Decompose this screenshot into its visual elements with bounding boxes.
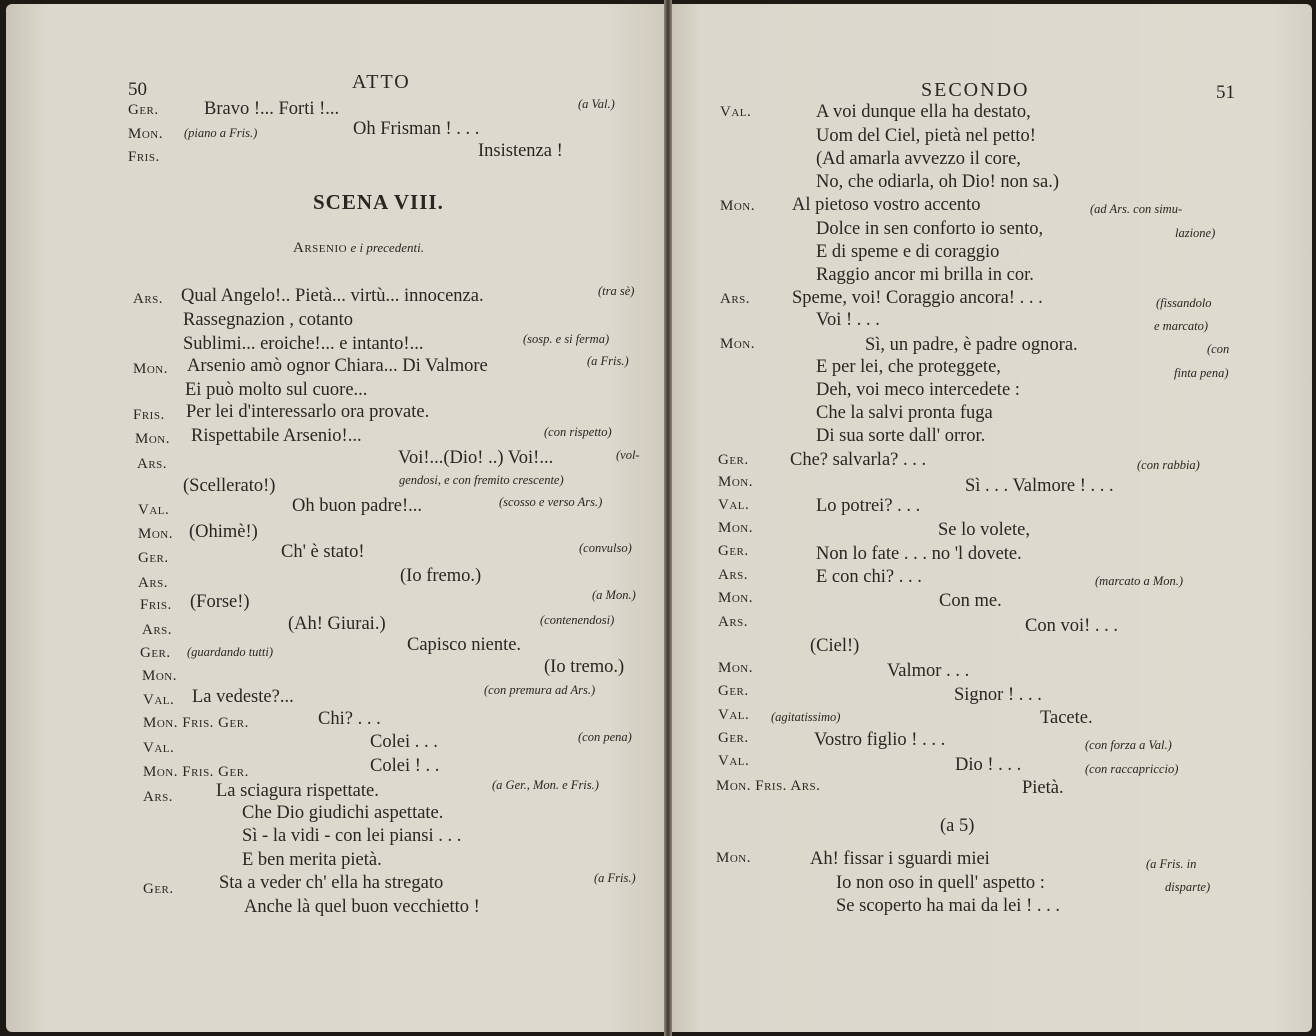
stage-direction: (guardando tutti)	[187, 645, 273, 659]
verse-line: Raggio ancor mi brilla in cor.	[816, 265, 1034, 285]
speaker: Mon.	[718, 474, 753, 490]
verse-line: Che la salvi pronta fuga	[816, 403, 993, 423]
stage-direction: (sosp. e si ferma)	[523, 332, 610, 346]
scene-title: SCENA VIII.	[313, 190, 444, 214]
verse-line: Anche là quel buon vecchietto !	[244, 897, 480, 917]
speaker: Mon.	[720, 336, 755, 352]
speaker: Ars.	[142, 622, 173, 638]
speaker: Mon.	[133, 361, 168, 377]
verse-line: Con voi! . . .	[1025, 616, 1119, 636]
verse-line: Signor ! . . .	[954, 685, 1042, 705]
speaker: Ger.	[718, 730, 749, 746]
stage-direction: (scosso e verso Ars.)	[499, 495, 603, 509]
verse-line: Sì . . . Valmore ! . . .	[965, 476, 1114, 496]
verse-line: E con chi? . . .	[816, 567, 922, 587]
stage-direction: (con raccapriccio)	[1085, 762, 1179, 776]
verse-line: Voi!...(Dio! ..) Voi!...	[398, 448, 554, 468]
verse-line: Sì, un padre, è padre ognora.	[865, 335, 1078, 355]
verse-line: Sì - la vidi - con lei piansi . . .	[242, 826, 462, 846]
speaker: Mon.	[142, 668, 177, 684]
speaker: Mon.	[718, 520, 753, 536]
stage-direction: (a Ger., Mon. e Fris.)	[492, 778, 599, 792]
speaker: Ger.	[138, 550, 169, 566]
speaker: Ars.	[133, 291, 164, 307]
verse-line: Uom del Ciel, pietà nel petto!	[816, 126, 1036, 146]
stage-direction: (con	[1207, 342, 1230, 356]
left-running-head: ATTO	[352, 71, 411, 93]
speaker: Ars.	[718, 567, 749, 583]
speaker: Val.	[718, 707, 750, 723]
verse-line: Di sua sorte dall' orror.	[816, 426, 986, 446]
verse-line: Dolce in sen conforto io sento,	[816, 219, 1044, 239]
stage-direction: (tra sè)	[598, 284, 635, 298]
speaker: Mon.	[718, 660, 753, 676]
stage-direction: e marcato)	[1154, 319, 1209, 333]
stage-direction: (a Fris.)	[587, 354, 629, 368]
verse-line: (Ohimè!)	[189, 522, 258, 542]
verse-line: Pietà.	[1022, 778, 1064, 798]
verse-line: Dio ! . . .	[955, 755, 1022, 775]
stage-direction: (a Mon.)	[592, 588, 636, 602]
speaker: Ger.	[718, 543, 749, 559]
verse-line: Deh, voi meco intercedete :	[816, 380, 1020, 400]
speaker: Ars.	[718, 614, 749, 630]
stage-direction: (contenendosi)	[540, 613, 615, 627]
stage-direction: (con rispetto)	[544, 425, 612, 439]
verse-line: Io non oso in quell' aspetto :	[836, 873, 1045, 893]
verse-line: Voi ! . . .	[816, 310, 880, 330]
verse-line: (Scellerato!)	[183, 476, 276, 496]
verse-line: (Ah! Giurai.)	[288, 614, 386, 634]
left-page-number: 50	[128, 79, 147, 100]
stage-direction: (marcato a Mon.)	[1095, 574, 1184, 588]
verse-line: Ch' è stato!	[281, 542, 365, 562]
speaker: Fris.	[128, 149, 160, 165]
verse-line: E per lei, che proteggete,	[816, 357, 1001, 377]
verse-line: Che? salvarla? . . .	[790, 450, 927, 470]
stage-direction: (a Fris.)	[594, 871, 636, 885]
book-gutter	[664, 0, 672, 1036]
verse-line: (Ciel!)	[810, 636, 860, 656]
stage-direction: (ad Ars. con simu-	[1090, 202, 1183, 216]
stage-direction: (agitatissimo)	[771, 710, 841, 724]
verse-line: Qual Angelo!.. Pietà... virtù... innocenza.	[181, 286, 484, 306]
scene-character: Arsenio	[293, 240, 348, 256]
stage-direction: (con rabbia)	[1137, 458, 1200, 472]
stage-direction: (piano a Fris.)	[184, 126, 258, 140]
verse-line: (Io fremo.)	[400, 566, 482, 586]
stage-direction: (vol-	[616, 448, 640, 462]
verse-line: Che Dio giudichi aspettate.	[242, 803, 444, 823]
speaker: Val.	[143, 692, 175, 708]
verse-line: Capisco niente.	[407, 635, 522, 655]
speaker: Mon.	[128, 126, 163, 142]
stage-direction: (fissandolo	[1156, 296, 1212, 310]
verse-line: E di speme e di coraggio	[816, 242, 1000, 262]
speaker: Mon. Fris. Ars.	[716, 778, 821, 794]
speaker: Val.	[143, 740, 175, 756]
verse-line: Rassegnazion , cotanto	[183, 310, 354, 330]
speaker: Ars.	[720, 291, 751, 307]
verse-line: (Forse!)	[190, 592, 250, 612]
speaker: Val.	[718, 497, 750, 513]
stage-direction: gendosi, e con fremito crescente)	[399, 473, 564, 487]
speaker: Mon. Fris. Ger.	[143, 715, 249, 731]
verse-line: Tacete.	[1040, 708, 1093, 728]
speaker: Mon.	[138, 526, 173, 542]
verse-line: Chi? . . .	[318, 709, 381, 729]
right-page-number: 51	[1216, 82, 1235, 103]
speaker: Fris.	[133, 407, 165, 423]
verse-line: Bravo !... Forti !...	[204, 99, 340, 119]
verse-line: Per lei d'interessarlo ora provate.	[186, 402, 430, 422]
speaker: Ger.	[143, 881, 174, 897]
stage-direction: disparte)	[1165, 880, 1211, 894]
stage-direction: (a Fris. in	[1146, 857, 1197, 871]
verse-line: Non lo fate . . . no 'l dovete.	[816, 544, 1022, 564]
verse-line: La vedeste?...	[192, 687, 294, 707]
stage-direction: finta pena)	[1174, 366, 1229, 380]
verse-line: Valmor . . .	[887, 661, 970, 681]
verse-line: La sciagura rispettate.	[216, 781, 379, 801]
stage-direction: (con premura ad Ars.)	[484, 683, 596, 697]
speaker: Ger.	[718, 452, 749, 468]
verse-line: Con me.	[939, 591, 1002, 611]
verse-line: Colei ! . .	[370, 756, 440, 776]
stage-direction: (con forza a Val.)	[1085, 738, 1172, 752]
ensemble-marker: (a 5)	[940, 816, 975, 836]
speaker: Mon.	[718, 590, 753, 606]
scene-subtitle	[293, 241, 424, 256]
speaker: Ger.	[140, 645, 171, 661]
speaker: Ger.	[718, 683, 749, 699]
verse-line: Insistenza !	[478, 141, 563, 161]
speaker: Ars.	[138, 575, 169, 591]
verse-line: Oh buon padre!...	[292, 496, 422, 516]
verse-line: Vostro figlio ! . . .	[814, 730, 946, 750]
speaker: Ars.	[143, 789, 174, 805]
verse-line: Oh Frisman ! . . .	[353, 119, 480, 139]
verse-line: Se lo volete,	[938, 520, 1030, 540]
speaker: Val.	[718, 753, 750, 769]
verse-line: (Ad amarla avvezzo il core,	[816, 149, 1021, 169]
verse-line: Al pietoso vostro accento	[792, 195, 981, 215]
speaker: Ars.	[137, 456, 168, 472]
stage-direction: (convulso)	[579, 541, 632, 555]
speaker: Val.	[720, 104, 752, 120]
stage-direction: (con pena)	[578, 730, 632, 744]
verse-line: Rispettabile Arsenio!...	[191, 426, 362, 446]
verse-line: (Io tremo.)	[544, 657, 625, 677]
speaker: Val.	[138, 502, 170, 518]
speaker: Mon. Fris. Ger.	[143, 764, 249, 780]
verse-line: Sublimi... eroiche!... e intanto!...	[183, 334, 424, 354]
verse-line: E ben merita pietà.	[242, 850, 382, 870]
verse-line: A voi dunque ella ha destato,	[816, 102, 1031, 122]
verse-line: Colei . . .	[370, 732, 438, 752]
verse-line: Ah! fissar i sguardi miei	[810, 849, 990, 869]
speaker: Ger.	[128, 102, 159, 118]
verse-line: Ei può molto sul cuore...	[185, 380, 368, 400]
stage-direction: lazione)	[1175, 226, 1216, 240]
speaker: Mon.	[720, 198, 755, 214]
speaker: Fris.	[140, 597, 172, 613]
scene-subtitle-rest: e i precedenti.	[350, 240, 424, 255]
speaker: Mon.	[135, 431, 170, 447]
right-running-head: SECONDO	[921, 79, 1030, 101]
verse-line: Sta a veder ch' ella ha stregato	[219, 873, 444, 893]
stage-direction: (a Val.)	[578, 97, 615, 111]
verse-line: Se scoperto ha mai da lei ! . . .	[836, 896, 1060, 916]
speaker: Mon.	[716, 850, 751, 866]
verse-line: No, che odiarla, oh Dio! non sa.)	[816, 172, 1060, 192]
verse-line: Arsenio amò ognor Chiara... Di Valmore	[187, 356, 488, 376]
verse-line: Speme, voi! Coraggio ancora! . . .	[792, 288, 1043, 308]
verse-line: Lo potrei? . . .	[816, 496, 921, 516]
